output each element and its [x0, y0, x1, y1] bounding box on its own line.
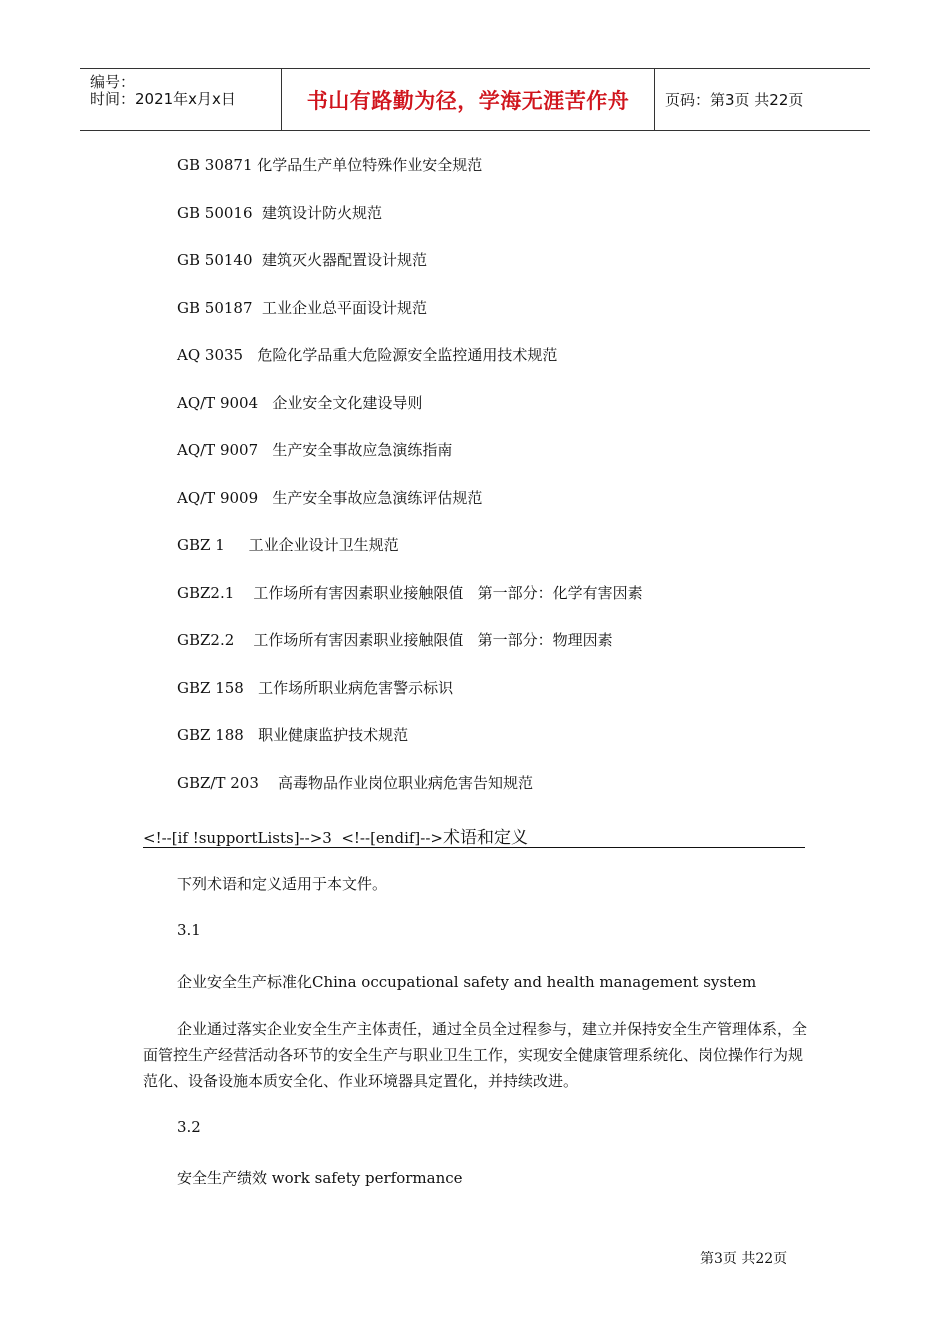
reference-item: GB 50140 建筑灭火器配置设计规范: [177, 251, 428, 269]
reference-item: GB 30871 化学品生产单位特殊作业安全规范: [177, 156, 483, 174]
page-info: 页码：第3页 共22页: [665, 91, 804, 109]
page-footer: 第3页 共22页: [700, 1251, 788, 1267]
reference-item: AQ/T 9007 生产安全事故应急演练指南: [177, 441, 453, 459]
reference-item: GBZ 1 工业企业设计卫生规范: [177, 536, 399, 554]
reference-item: GBZ 188 职业健康监护技术规范: [177, 726, 409, 744]
reference-item: AQ/T 9004 企业安全文化建设导则: [177, 394, 423, 412]
reference-item: AQ/T 9009 生产安全事故应急演练评估规范: [177, 489, 483, 507]
reference-item: AQ 3035 危险化学品重大危险源安全监控通用技术规范: [177, 346, 558, 364]
term-number: 3.1: [177, 921, 201, 939]
motto-text: 书山有路勤为径，学海无涯苦作舟: [306, 88, 630, 113]
reference-item: GBZ2.1 工作场所有害因素职业接触限值 第一部分：化学有害因素: [177, 584, 643, 602]
header-motto-cell: [282, 69, 655, 130]
reference-item: GB 50187 工业企业总平面设计规范: [177, 299, 428, 317]
section-title: 术语和定义: [442, 828, 528, 848]
header-meta-cell: [80, 69, 282, 130]
reference-item: GBZ/T 203 高毒物品作业岗位职业病危害告知规范: [177, 774, 533, 792]
section-prefix: <!--[if !supportLists]-->3 <!--[endif]-->: [143, 829, 443, 847]
document-header: [80, 68, 870, 131]
term-definition: 企业通过落实企业安全生产主体责任，通过全员全过程参与，建立并保持安全生产管理体系，全面管控生产经营活动各环节的安全生产与职业卫生工作，实现安全健康管理系统化、岗位操作行为规范化、设备设施本质安全化、作业环境器具定置化，并持续改进。: [143, 1020, 808, 1090]
term-title: 企业安全生产标准化China occupational safety and health management system: [177, 973, 757, 991]
reference-item: GB 50016 建筑设计防火规范: [177, 204, 383, 222]
section-heading: [143, 823, 805, 848]
number-label: 编号：: [90, 73, 136, 91]
reference-item: GBZ 158 工作场所职业病危害警示标识: [177, 679, 454, 697]
term-title: 安全生产绩效 work safety performance: [177, 1169, 463, 1187]
header-page-cell: [655, 69, 870, 130]
term-number: 3.2: [177, 1118, 201, 1136]
intro-text: 下列术语和定义适用于本文件。: [177, 875, 388, 893]
time-label: 时间：2021年x月x日: [90, 90, 236, 108]
reference-item: GBZ2.2 工作场所有害因素职业接触限值 第一部分：物理因素: [177, 631, 613, 649]
